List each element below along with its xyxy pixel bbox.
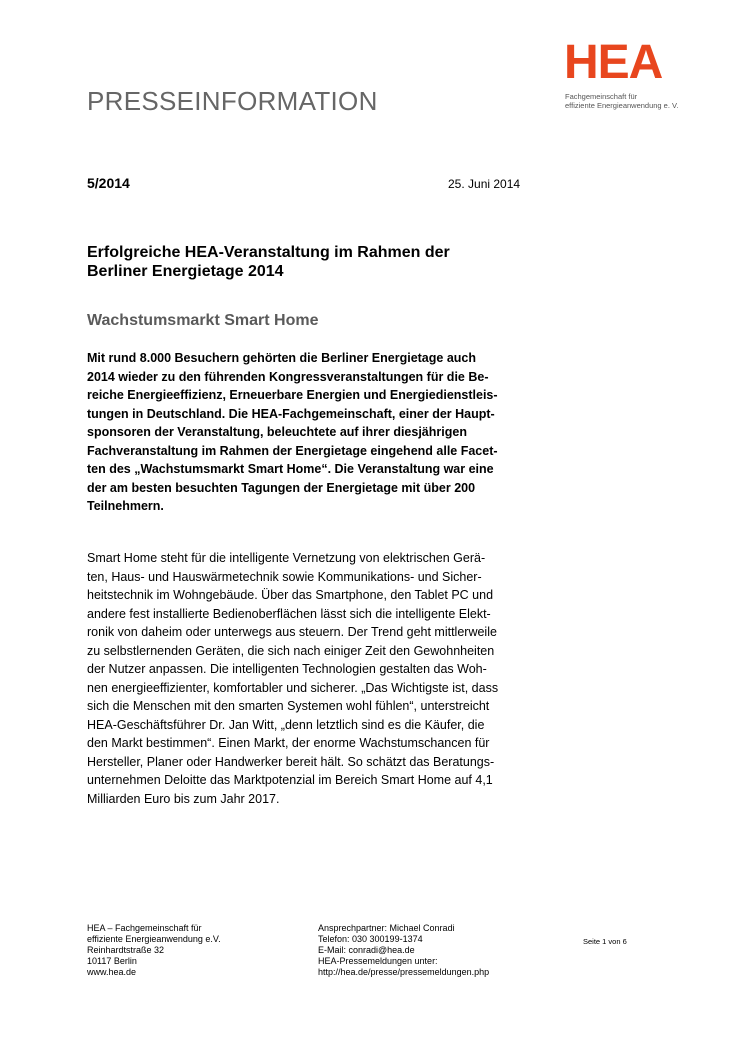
page-number: Seite 1 von 6 — [583, 937, 627, 946]
body-line: sich die Menschen mit den smarten Systemen wohl fühlen“, unterstreicht — [87, 699, 490, 713]
logo-subtitle — [565, 92, 678, 110]
body-line: nen energieeffizienter, komfortabler und sicherer. „Das Wichtigste ist, dass — [87, 680, 499, 695]
lead-line: Mit rund 8.000 Besuchern gehörten die Berliner Energietage auch — [87, 351, 476, 365]
body-line: Hersteller, Planer oder Handwerker bereit hält. So schätzt das Beratungs- — [87, 754, 495, 769]
lead-line: Teilnehmern. — [87, 499, 164, 513]
body-line: unternehmen Deloitte das Marktpotenzial im Bereich Smart Home auf 4,1 — [87, 773, 493, 787]
footer-email[interactable]: E-Mail: conradi@hea.de — [318, 945, 415, 955]
body-line: ronik von daheim oder unterwegs aus steuern. Der Trend geht mittlerweile — [87, 625, 497, 639]
body-line: HEA-Geschäftsführer Dr. Jan Witt, „denn letztlich sind es die Käufer, die — [87, 717, 485, 732]
lead-line: sponsoren der Veranstaltung, beleuchtete auf ihrer diesjährigen — [87, 425, 467, 439]
logo-subtitle-line1: Fachgemeinschaft für — [565, 92, 638, 101]
headline — [87, 243, 547, 281]
footer-address-line: 10117 Berlin — [87, 956, 137, 966]
lead-line: 2014 wieder zu den führenden Kongressveranstaltungen für die Be- — [87, 369, 489, 384]
body-line: zu selbstlernenden Geräten, die sich nach einiger Zeit den Gewohnheiten — [87, 643, 495, 658]
headline-line1: Erfolgreiche HEA-Veranstaltung im Rahmen der — [87, 244, 450, 261]
footer-contact — [318, 923, 489, 978]
footer-phone: Telefon: 030 300199-1374 — [318, 934, 423, 944]
lead-line: Fachveranstaltung im Rahmen der Energietage eingehend alle Facet- — [87, 443, 498, 458]
footer-press-link[interactable]: http://hea.de/presse/pressemeldungen.php — [318, 967, 490, 977]
footer-website[interactable]: www.hea.de — [87, 967, 137, 977]
body-line: den Markt bestimmen“. Einen Markt, der enorme Wachstumschancen für — [87, 736, 490, 750]
logo-subtitle-line2: effiziente Energieanwendung e. V. — [565, 101, 679, 110]
body-line: andere fest installierte Bedienoberflächen lässt sich die intelligente Elekt- — [87, 606, 491, 621]
lead-line: ten des „Wachstumsmarkt Smart Home“. Die Veranstaltung war eine — [87, 462, 494, 476]
press-number: 5/2014 — [87, 175, 130, 191]
hea-logo: HEA — [564, 36, 663, 89]
body-line: der Nutzer anpassen. Die intelligenten Technologien gestalten das Woh- — [87, 662, 487, 676]
lead-paragraph — [87, 349, 557, 516]
lead-line: reiche Energieeffizienz, Erneuerbare Energien und Energiedienstleis- — [87, 388, 498, 402]
footer-press-label: HEA-Pressemeldungen unter: — [318, 956, 438, 966]
footer-contact-person: Ansprechpartner: Michael Conradi — [318, 923, 455, 933]
body-line: ten, Haus- und Hauswärmetechnik sowie Kommunikations- und Sicher- — [87, 569, 482, 584]
headline-line2: Berliner Energietage 2014 — [87, 263, 284, 280]
press-date: 25. Juni 2014 — [448, 177, 521, 191]
body-line: Smart Home steht für die intelligente Vernetzung von elektrischen Gerä- — [87, 551, 486, 565]
footer-address-line: Reinhardtstraße 32 — [87, 945, 165, 955]
footer-address-line: HEA – Fachgemeinschaft für — [87, 923, 202, 933]
lead-line: tungen in Deutschland. Die HEA-Fachgemeinschaft, einer der Haupt- — [87, 406, 495, 421]
footer-address — [87, 923, 221, 978]
subheadline: Wachstumsmarkt Smart Home — [87, 312, 319, 329]
body-paragraph — [87, 549, 557, 808]
lead-line: der am besten besuchten Tagungen der Energietage mit über 200 — [87, 480, 476, 495]
footer-address-line: effiziente Energieanwendung e.V. — [87, 934, 221, 944]
body-line: heitstechnik im Wohngebäude. Über das Smartphone, den Tablet PC und — [87, 588, 494, 602]
document-type-title: PRESSEINFORMATION — [87, 86, 378, 116]
body-line: Milliarden Euro bis zum Jahr 2017. — [87, 791, 280, 806]
